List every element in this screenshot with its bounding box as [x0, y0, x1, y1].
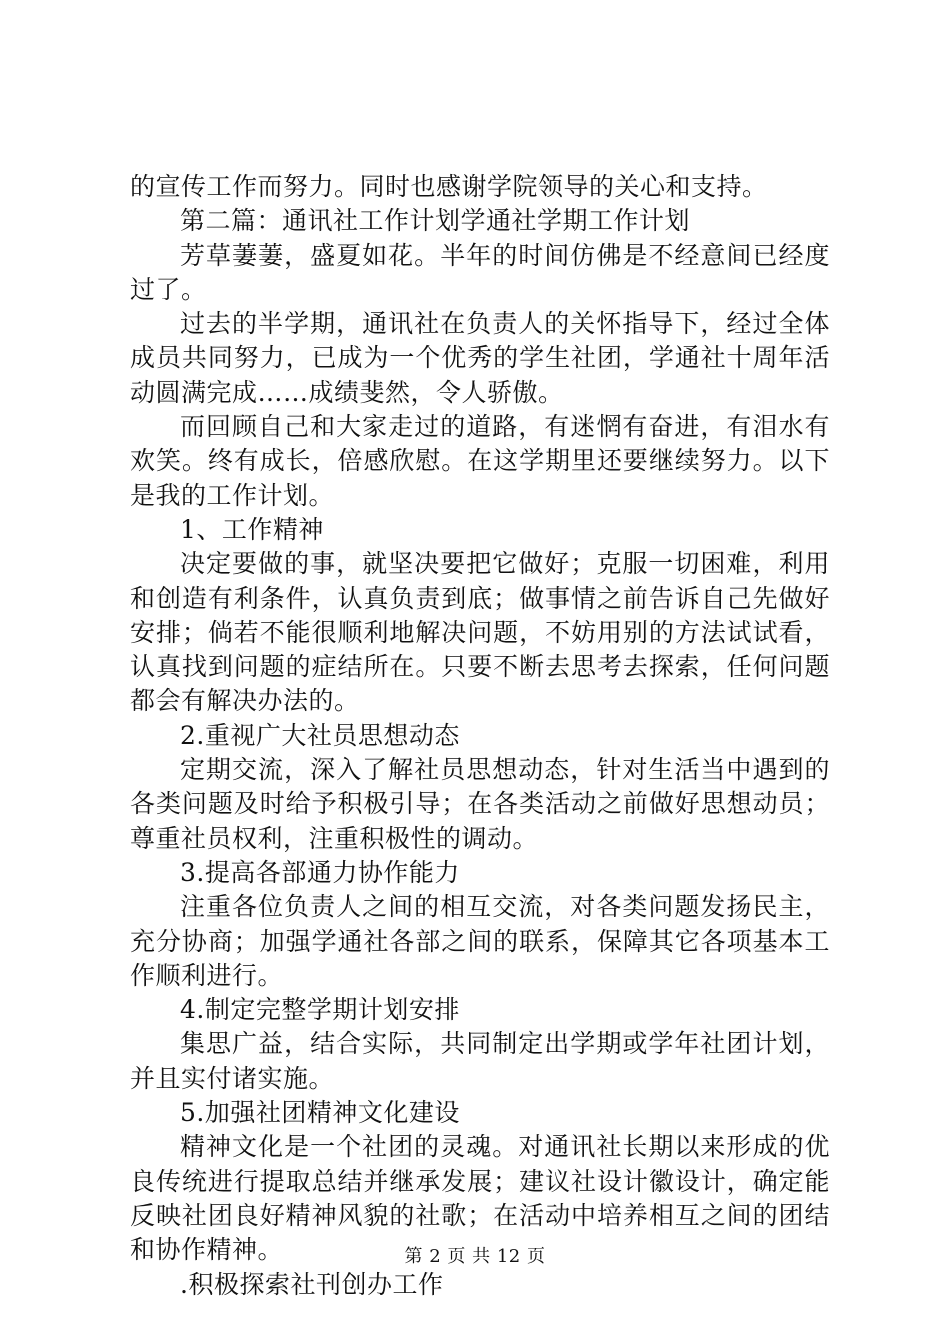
paragraph-line: 各类问题及时给予积极引导；在各类活动之前做好思想动员；: [130, 789, 830, 819]
paragraph-line: 的宣传工作而努力。同时也感谢学院领导的关心和支持。: [130, 172, 768, 201]
paragraph-line: 而回顾自己和大家走过的道路，有迷惘有奋进，有泪水有: [180, 412, 830, 442]
paragraph-line: 精神文化是一个社团的灵魂。对通讯社长期以来形成的优: [180, 1132, 830, 1162]
paragraph-line: 充分协商；加强学通社各部之间的联系，保障其它各项基本工: [130, 926, 830, 956]
paragraph-line: 过了。: [130, 274, 207, 304]
section-heading: 第二篇：通讯社工作计划学通社学期工作计划: [180, 206, 691, 236]
paragraph-line: 反映社团良好精神风貌的社歌；在活动中培养相互之间的团结: [130, 1200, 830, 1230]
paragraph-line: 过去的半学期，通讯社在负责人的关怀指导下，经过全体: [180, 309, 830, 339]
paragraph-line: 集思广益，结合实际，共同制定出学期或学年社团计划，: [180, 1029, 830, 1059]
paragraph-line: 认真找到问题的症结所在。只要不断去思考去探索，任何问题: [130, 652, 830, 682]
section-heading: 4.制定完整学期计划安排: [180, 995, 460, 1025]
section-heading: 1、工作精神: [180, 514, 324, 544]
paragraph-line: 成员共同努力，已成为一个优秀的学生社团，学通社十周年活: [130, 343, 830, 373]
document-body: [130, 170, 830, 1302]
paragraph-line: 是我的工作计划。: [130, 480, 335, 510]
paragraph-line: 和创造有利条件，认真负责到底；做事情之前告诉自己先做好: [130, 583, 830, 613]
paragraph-line: 尊重社员权利，注重积极性的调动。: [130, 823, 539, 853]
section-heading: 5.加强社团精神文化建设: [180, 1098, 460, 1128]
paragraph-line: 安排；倘若不能很顺利地解决问题，不妨用别的方法试试看，: [130, 617, 830, 647]
paragraph-line: 欢笑。终有成长，倍感欣慰。在这学期里还要继续努力。以下: [130, 446, 830, 476]
paragraph-line: 注重各位负责人之间的相互交流，对各类问题发扬民主，: [180, 892, 830, 922]
paragraph-line: 都会有解决办法的。: [130, 686, 360, 716]
paragraph-line: 和协作精神。: [130, 1235, 284, 1265]
paragraph-line: 芳草萋萋，盛夏如花。半年的时间仿佛是不经意间已经度: [180, 240, 830, 270]
paragraph-line: 作顺利进行。: [130, 960, 284, 990]
section-heading: .积极探索社刊创办工作: [180, 1269, 444, 1299]
paragraph-line: 并且实付诸实施。: [130, 1063, 335, 1093]
paragraph-line: 良传统进行提取总结并继承发展；建议社设计徽设计，确定能: [130, 1166, 830, 1196]
paragraph-line: 动圆满完成……成绩斐然，令人骄傲。: [130, 377, 564, 407]
page-footer: 第 2 页 共 12 页: [404, 1246, 546, 1267]
section-heading: 3.提高各部通力协作能力: [180, 857, 460, 887]
paragraph-line: 决定要做的事，就坚决要把它做好；克服一切困难，利用: [180, 549, 830, 579]
section-heading: 2.重视广大社员思想动态: [180, 720, 460, 750]
paragraph-line: 定期交流，深入了解社员思想动态，针对生活当中遇到的: [180, 755, 830, 785]
